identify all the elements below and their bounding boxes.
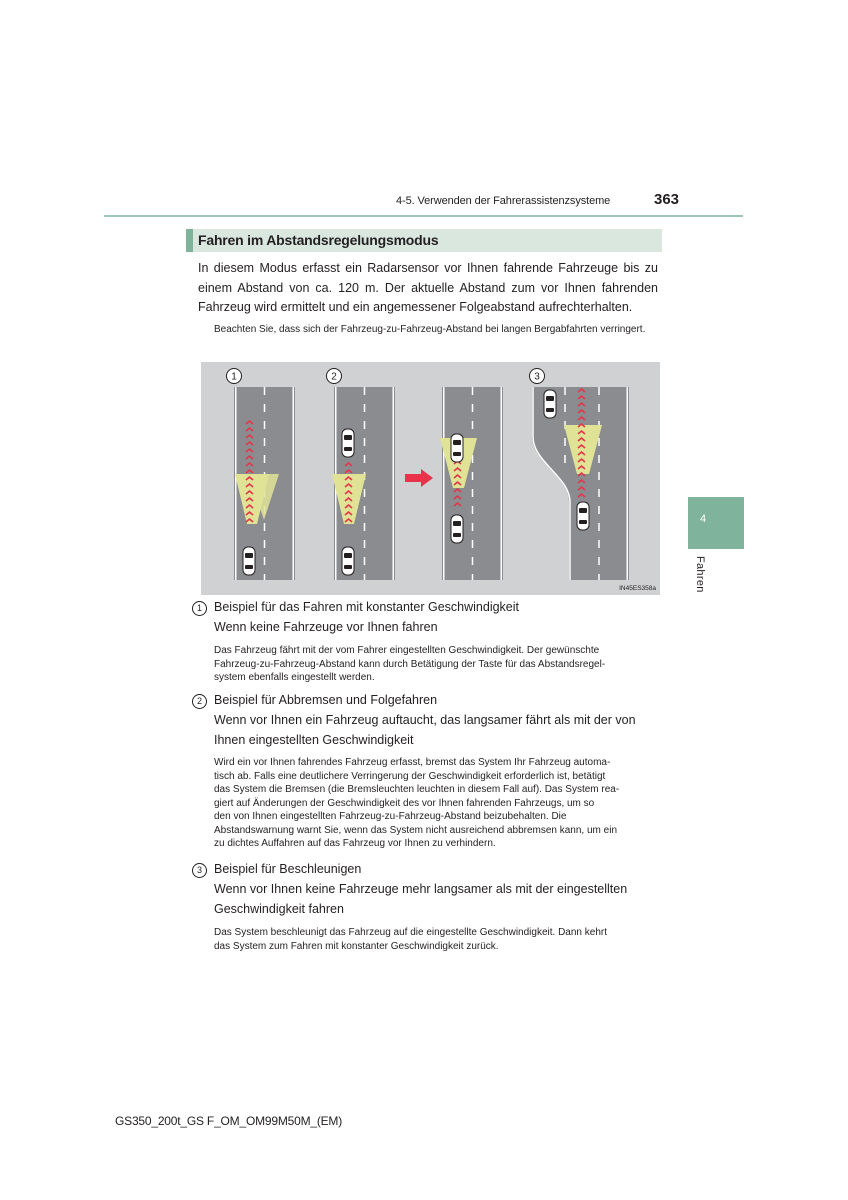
acc-diagram [201,362,660,595]
chapter-tab [688,497,744,549]
item-number: 1 [192,601,207,616]
footer-code: GS350_200t_GS F_OM_OM99M50M_(EM) [115,1114,343,1128]
car-own-1 [243,547,255,575]
item-description: Das System beschleunigt das Fahrzeug auf die eingestellte Geschwindigkeit. Dann kehrt das System zum Fahren mit konstanter Geschwindigkeit zurück. [214,927,607,952]
svg-text:3: 3 [534,371,540,383]
chapter-label: Fahren [694,556,706,593]
car-lead-2 [342,429,354,457]
diagram-marker-2 [327,369,342,384]
diagram-marker-1 [227,369,242,384]
item-condition: Wenn keine Fahrzeuge vor Ihnen fahren [214,620,438,634]
car-own-4 [577,502,589,530]
road-3 [442,387,503,580]
svg-text:2: 2 [331,371,337,383]
item-title: Beispiel für das Fahren mit konstanter Geschwindigkeit [214,600,520,614]
car-own-2 [342,547,354,575]
item-condition: Wenn vor Ihnen ein Fahrzeug auftaucht, das langsamer fährt als mit der von Ihnen eingestellten Geschwindigkeit [214,713,636,747]
header-rule [104,215,743,217]
page-number: 363 [654,191,680,208]
item-description: Wird ein vor Ihnen fahrendes Fahrzeug erfasst, bremst das System Ihr Fahrzeug automa- tisch ab. Falls eine deutlichere Verringerung der Geschwindigkeit erforderlich ist, betätigt das System die Bremsen (die Bremsleuchten leuchten in diesem Fall auf). Das System rea- giert auf Änderungen der Geschwindigkeit des vor Ihnen fahrenden Fahrzeugs, um so den von Ihnen eingestellten Fahrzeug-zu-Fahrzeug-Abstand beizubehalten. Die Abstandswarnung warnt Sie, wenn das System nicht ausreichend abbremsen kann, um ein zu dichtes Auffahren auf das Fahrzeug vor Ihnen zu verhindern. [214,757,620,849]
item-number: 3 [192,863,207,878]
svg-text:1: 1 [231,371,237,383]
item-condition: Wenn vor Ihnen keine Fahrzeuge mehr langsamer als mit der eingestellten Geschwindigkeit fahren [214,882,628,916]
item-title: Beispiel für Beschleunigen [214,862,362,876]
car-own-3 [451,515,463,543]
chapter-number: 4 [700,513,707,525]
item-number: 2 [192,694,207,709]
intro-paragraph: In diesem Modus erfasst ein Radarsensor vor Ihnen fahrende Fahrzeuge bis zu einem Abstand von ca. 120 m. Der aktuelle Abstand zum vor Ihnen fahrenden Fahrzeug wird ermittelt und ein angemessener Folgeabstand aufrechterhalten. [198,261,658,314]
car-exiting-4 [544,390,556,418]
car-lead-3 [451,434,463,462]
running-head: 4-5. Verwenden der Fahrerassistenzsysteme [396,195,611,207]
diagram-marker-3 [530,369,545,384]
section-title: Fahren im Abstandsregelungsmodus [198,232,439,248]
image-code: IN45ES358a [619,585,656,592]
note-paragraph: Beachten Sie, dass sich der Fahrzeug-zu-Fahrzeug-Abstand bei langen Bergabfahrten verringert. [214,324,646,335]
item-description: Das Fahrzeug fährt mit der vom Fahrer eingestellten Geschwindigkeit. Der gewünschte Fahrzeug-zu-Fahrzeug-Abstand kann durch Betätigung der Taste für das Abstandsregel- system ebenfalls eingestellt werden. [214,645,606,683]
item-title: Beispiel für Abbremsen und Folgefahren [214,693,438,707]
